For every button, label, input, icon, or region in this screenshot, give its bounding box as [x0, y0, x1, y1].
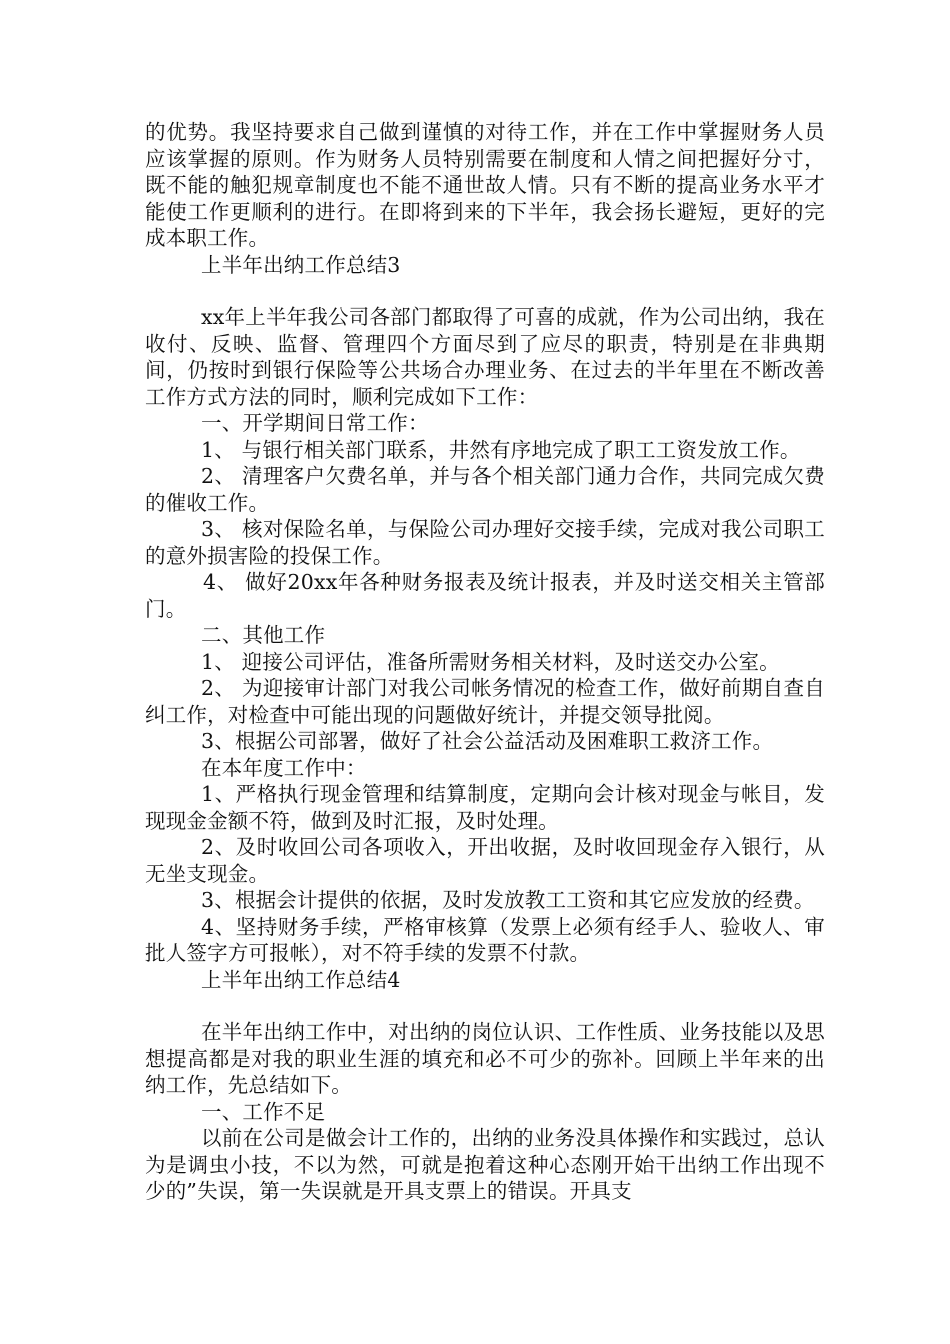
section3-item-1: 1、 与银行相关部门联系，井然有序地完成了职工工资发放工作。: [201, 437, 801, 462]
blank-line: [145, 993, 825, 1019]
section3-heading-this-year: 在本年度工作中：: [201, 755, 367, 780]
section3-year-item-2: 2、及时收回公司各项收入，开出收据，及时收回现金存入银行，从无坐支现金。: [145, 835, 825, 886]
section3-other-item-1: 1、 迎接公司评估，准备所需财务相关材料，及时送交办公室。: [201, 649, 780, 674]
section4-intro-paragraph: 在半年出纳工作中，对出纳的岗位认识、工作性质、业务技能以及思想提高都是对我的职业生涯的填充和必不可少的弥补。回顾上半年来的出纳工作，先总结如下。: [145, 1020, 825, 1097]
section3-item-3: 3、 核对保险名单，与保险公司办理好交接手续，完成对我公司职工的意外损害险的投保工作。: [145, 517, 825, 568]
section3-heading-other-work: 二、其他工作: [201, 623, 326, 647]
blank-line: [145, 278, 825, 304]
section3-other-item-2: 2、 为迎接审计部门对我公司帐务情况的检查工作，做好前期自查自纠工作，对检查中可能出现的问题做好统计，并提交领导批阅。: [145, 676, 825, 727]
section3-year-item-3: 3、根据会计提供的依据，及时发放教工工资和其它应发放的经费。: [201, 888, 815, 912]
section3-year-item-1: 1、严格执行现金管理和结算制度，定期向会计核对现金与帐目，发现现金金额不符，做到及时汇报，及时处理。: [145, 782, 825, 833]
section-title-3: 上半年出纳工作总结3: [201, 252, 401, 277]
section3-heading-daily-work: 一、开学期间日常工作：: [201, 411, 429, 435]
section4-heading-shortcomings: 一、工作不足: [201, 1099, 326, 1124]
section4-paragraph-2: 以前在公司是做会计工作的，出纳的业务没具体操作和实践过，总认为是调虫小技，不以为然，可就是抱着这种心态刚开始干出纳工作出现不少的”失误，第一失误就是开具支票上的错误。开具支: [145, 1126, 825, 1203]
section3-item-4: 4、 做好20xx年各种财务报表及统计报表，并及时送交相关主管部门。: [145, 570, 825, 621]
document-body: [145, 119, 825, 1205]
intro-paragraph: 的优势。我坚持要求自己做到谨慎的对待工作，并在工作中掌握财务人员应该掌握的原则。作为财务人员特别需要在制度和人情之间把握好分寸，既不能的触犯规章制度也不能不通世故人情。只有不断的提高业务水平才能使工作更顺利的进行。在即将到来的下半年，我会扬长避短，更好的完成本职工作。: [145, 120, 825, 250]
section3-year-item-4: 4、坚持财务手续，严格审核算（发票上必须有经手人、验收人、审批人签字方可报帐），对不符手续的发票不付款。: [145, 914, 825, 965]
section3-other-item-3: 3、根据公司部署，做好了社会公益活动及困难职工救济工作。: [201, 729, 774, 753]
section-title-4: 上半年出纳工作总结4: [201, 967, 401, 992]
section3-item-2: 2、 清理客户欠费名单，并与各个相关部门通力合作，共同完成欠费的催收工作。: [145, 464, 825, 515]
section3-intro-paragraph: xx年上半年我公司各部门都取得了可喜的成就，作为公司出纳，我在收付、反映、监督、管理四个方面尽到了应尽的职责，特别是在非典期间，仍按时到银行保险等公共场合办理业务、在过去的半年里在不断改善工作方式方法的同时，顺利完成如下工作：: [145, 305, 825, 409]
